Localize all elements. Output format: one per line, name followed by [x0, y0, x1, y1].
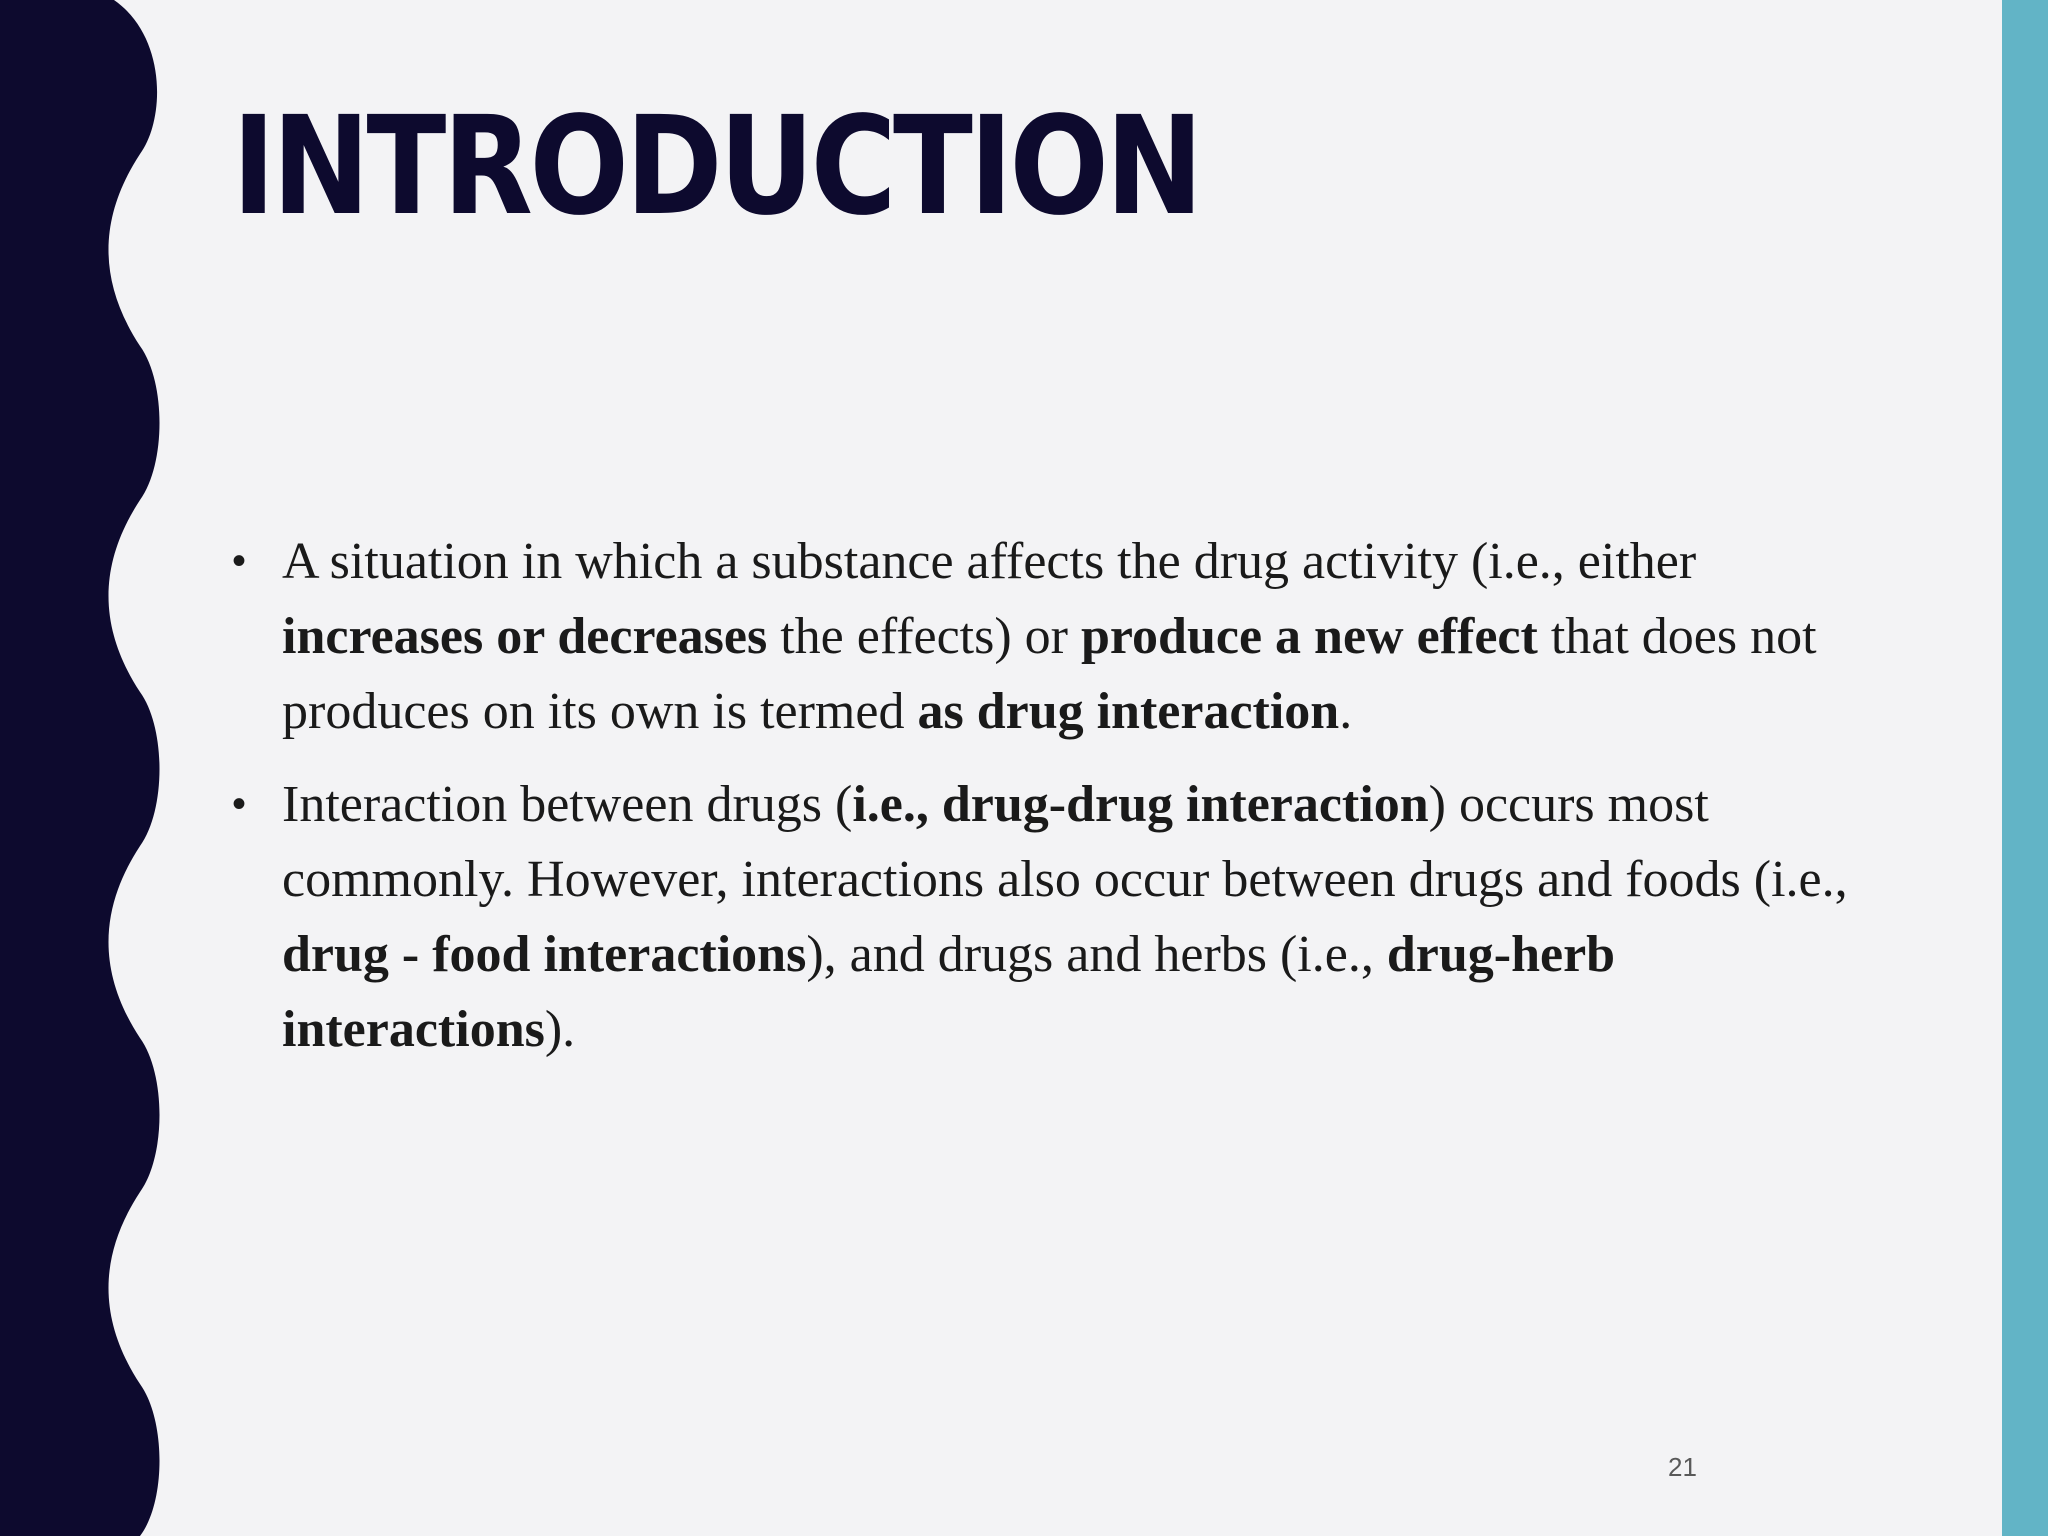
bullet-item-1	[232, 524, 1892, 749]
right-accent-stripe	[2002, 0, 2048, 1536]
slide-title: INTRODUCTION	[232, 88, 1200, 246]
bullet-marker: •	[232, 782, 247, 826]
bullet-list	[232, 524, 1892, 1085]
text-segment: ).	[544, 1001, 576, 1058]
text-segment: ), and drugs and herbs (i.e.,	[806, 926, 1387, 983]
bold-segment: as drug interaction	[917, 683, 1340, 740]
text-segment: ) occurs most commonly. However, interactions also occur between drugs and foods (i.e.,	[282, 776, 1848, 908]
text-segment: that does not produces on its own is termed	[282, 608, 1817, 740]
bullet-marker: •	[232, 539, 247, 583]
bold-segment: drug-herb interactions	[282, 926, 1616, 1058]
text-segment: A situation in which a substance affects the drug activity (i.e., either	[282, 533, 1697, 590]
text-segment: Interaction between drugs (	[282, 776, 853, 833]
wave-decoration	[0, 0, 160, 1536]
text-segment: the effects) or	[767, 608, 1081, 665]
bullet-item-2	[232, 767, 1892, 1067]
text-segment: .	[1339, 683, 1353, 740]
bold-segment: increases or decreases	[282, 608, 768, 665]
bold-segment: drug - food interactions	[282, 926, 807, 983]
page-number: 21	[1668, 1452, 1697, 1482]
bold-segment: i.e., drug-drug interaction	[852, 776, 1429, 833]
wave-shape	[0, 0, 160, 1536]
bold-segment: produce a new effect	[1081, 608, 1538, 665]
